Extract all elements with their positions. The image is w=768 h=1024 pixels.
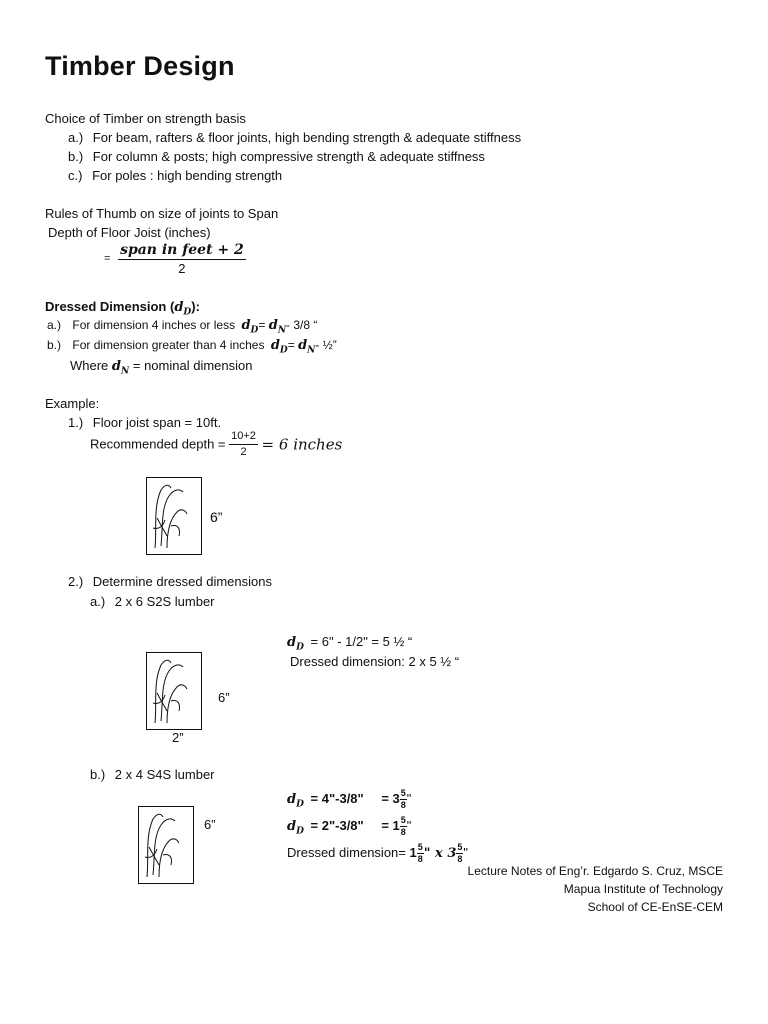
figure-1-dimension: 6” bbox=[210, 509, 223, 525]
dressed-item-b: b.) For dimension greater than 4 inches $d_D= d_N-$ ½” bbox=[47, 338, 337, 356]
figure-2-side-dimension: 6” bbox=[218, 690, 230, 705]
depth-numerator: span in feet + 2 bbox=[120, 242, 244, 258]
s2s-equation: $d_D = 6$" - 1/2" = 5 ½ “ bbox=[287, 634, 413, 653]
timber-section-figure-3 bbox=[138, 806, 194, 884]
depth-eq-sign: = bbox=[104, 252, 111, 265]
dressed-item-a: a.) For dimension 4 inches or less $d_D= d_N-$ 3/8 “ bbox=[47, 318, 318, 336]
choice-item-text: For column & posts; high compressive strength & adequate stiffness bbox=[92, 149, 485, 164]
depth-frac-den: 2 bbox=[240, 446, 247, 458]
footer-author: Lecture Notes of Eng’r. Edgardo S. Cruz, MSCE bbox=[467, 864, 723, 878]
figure-3-side-dimension: 6” bbox=[204, 817, 216, 832]
choice-item-a bbox=[68, 130, 521, 146]
example-2: 2.) Determine dressed dimensions bbox=[68, 574, 272, 589]
example-2b: b.) 2 x 4 S4S lumber bbox=[90, 767, 215, 782]
figure-2-bottom-dimension: 2” bbox=[172, 730, 184, 745]
choice-item-marker: c.) bbox=[68, 168, 83, 183]
choice-item-marker: b.) bbox=[68, 149, 84, 164]
rules-heading: Rules of Thumb on size of joints to Span bbox=[45, 206, 279, 221]
choice-item-marker: a.) bbox=[68, 130, 84, 145]
footer-school: School of CE-EnSE-CEM bbox=[587, 900, 723, 914]
wood-grain-icon bbox=[147, 478, 201, 554]
depth-formula bbox=[104, 243, 246, 275]
recommended-depth: Recommended depth = $\frac{10+2}{2}$ = 6 inches bbox=[90, 430, 343, 458]
dressed-heading: Dressed Dimension $(d_D)$: bbox=[45, 299, 200, 318]
choice-item-text: For poles : high bending strength bbox=[92, 168, 283, 183]
depth-denominator: 2 bbox=[178, 261, 186, 276]
choice-item-c bbox=[68, 168, 282, 184]
timber-section-figure-1 bbox=[146, 477, 202, 555]
choice-item-text: For beam, rafters & floor joints, high bending strength & adequate stiffness bbox=[92, 130, 522, 145]
choice-heading: Choice of Timber on strength basis bbox=[45, 111, 246, 126]
s4s-equation-2: $d_D$ = 2"-3/8" = 1 $\frac{5}{8}$ " bbox=[287, 815, 412, 837]
rules-subheading: Depth of Floor Joist (inches) bbox=[48, 225, 211, 240]
s2s-dressed-line: Dressed dimension: 2 x 5 ½ “ bbox=[290, 654, 460, 669]
example-2a: a.) 2 x 6 S2S lumber bbox=[90, 594, 215, 609]
wood-grain-icon bbox=[139, 807, 193, 883]
footer-institute: Mapua Institute of Technology bbox=[563, 882, 723, 896]
example-1: 1.) Floor joist span = 10ft. bbox=[68, 415, 222, 430]
timber-section-figure-2 bbox=[146, 652, 202, 730]
s4s-equation-1: $d_D$ = 4"-3/8" = 3 $\frac{5}{8}$ " bbox=[287, 788, 412, 810]
wood-grain-icon bbox=[147, 653, 201, 729]
dressed-where: Where $d_N$ = nominal dimension bbox=[70, 358, 253, 377]
example-heading: Example: bbox=[45, 396, 100, 411]
s4s-dressed-line: Dressed dimension= 1 $\frac{5}{8}$ " x 3 $\frac{5}{8}$ " bbox=[287, 842, 469, 864]
page-title: Timber Design bbox=[45, 51, 235, 81]
choice-item-b bbox=[68, 149, 485, 165]
depth-frac-num: 10+2 bbox=[229, 431, 258, 445]
depth-result: = 6 inches bbox=[261, 435, 343, 454]
